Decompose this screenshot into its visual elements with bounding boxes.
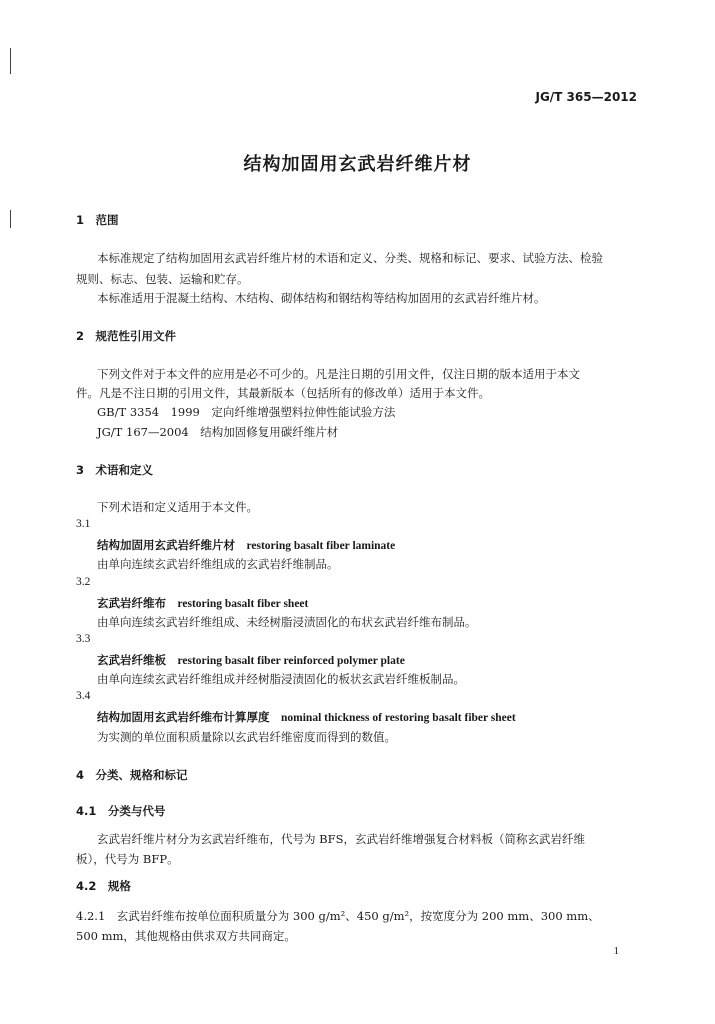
section-3-intro: 下列术语和定义适用于本文件。 (97, 500, 258, 514)
section-4-2-1-para-a: 4.2.1 玄武岩纤维布按单位面积质量分为 300 g/m²、450 g/m²，按宽度分为 200 mm、300 mm、 (76, 909, 600, 923)
term-3-1-number: 3.1 (76, 518, 91, 530)
term-3-4-line (97, 709, 516, 725)
section-4-2-heading: 4.2 规格 (76, 879, 131, 893)
term-3-1-line (97, 537, 395, 553)
term-3-4-zh: 结构加固用玄武岩纤维布计算厚度 (97, 710, 270, 724)
scan-margin-mark-bottom (10, 210, 11, 228)
section-2-para-1a: 下列文件对于本文件的应用是必不可少的。凡是注日期的引用文件，仅注日期的版本适用于本文 (97, 367, 580, 381)
scan-margin-mark-top (10, 48, 11, 74)
section-4-heading: 4 分类、规格和标记 (76, 768, 188, 782)
term-3-3-en: restoring basalt fiber reinforced polymer plate (177, 655, 405, 667)
term-3-2-number: 3.2 (76, 576, 91, 588)
term-3-4-en: nominal thickness of restoring basalt fiber sheet (281, 712, 516, 724)
term-3-3-zh: 玄武岩纤维板 (97, 653, 166, 667)
document-title: 结构加固用玄武岩纤维片材 (243, 154, 472, 175)
section-4-1-para-b: 板），代号为 BFP。 (76, 852, 179, 866)
term-3-4-number: 3.4 (76, 690, 91, 702)
section-1-heading: 1 范围 (76, 213, 119, 227)
term-3-3-line (97, 652, 405, 668)
page-number: 1 (613, 945, 619, 957)
term-3-4-definition: 为实测的单位面积质量除以玄武岩纤维密度而得到的数值。 (97, 730, 396, 744)
section-2-para-1b: 件。凡是不注日期的引用文件，其最新版本（包括所有的修改单）适用于本文件。 (76, 386, 490, 400)
reference-2: JG/T 167—2004 结构加固修复用碳纤维片材 (97, 425, 339, 439)
term-3-1-zh: 结构加固用玄武岩纤维片材 (97, 538, 235, 552)
term-3-3-definition: 由单向连续玄武岩纤维组成并经树脂浸渍固化的板状玄武岩纤维板制品。 (97, 672, 465, 686)
term-3-2-line (97, 595, 308, 611)
term-3-1-en: restoring basalt fiber laminate (246, 540, 396, 552)
section-4-1-heading: 4.1 分类与代号 (76, 804, 166, 818)
section-4-2-1-para-b: 500 mm，其他规格由供求双方共同商定。 (76, 929, 296, 943)
standard-number: JG/T 365—2012 (535, 90, 637, 104)
section-1-para-2: 本标准适用于混凝土结构、木结构、砌体结构和钢结构等结构加固用的玄武岩纤维片材。 (97, 291, 546, 305)
term-3-2-zh: 玄武岩纤维布 (97, 596, 166, 610)
section-1-para-1a: 本标准规定了结构加固用玄武岩纤维片材的术语和定义、分类、规格和标记、要求、试验方法、检验 (97, 251, 603, 265)
term-3-2-definition: 由单向连续玄武岩纤维组成、未经树脂浸渍固化的布状玄武岩纤维布制品。 (97, 615, 477, 629)
section-4-1-para-a: 玄武岩纤维片材分为玄武岩纤维布，代号为 BFS，玄武岩纤维增强复合材料板（简称玄武岩纤维 (97, 832, 585, 846)
term-3-3-number: 3.3 (76, 633, 91, 645)
term-3-2-en: restoring basalt fiber sheet (177, 598, 309, 610)
section-1-para-1b: 规则、标志、包装、运输和贮存。 (76, 272, 249, 286)
section-3-heading: 3 术语和定义 (76, 463, 154, 477)
reference-1: GB/T 3354 1999 定向纤维增强塑料拉伸性能试验方法 (97, 405, 396, 419)
term-3-1-definition: 由单向连续玄武岩纤维组成的玄武岩纤维制品。 (97, 557, 339, 571)
section-2-heading: 2 规范性引用文件 (76, 329, 177, 343)
